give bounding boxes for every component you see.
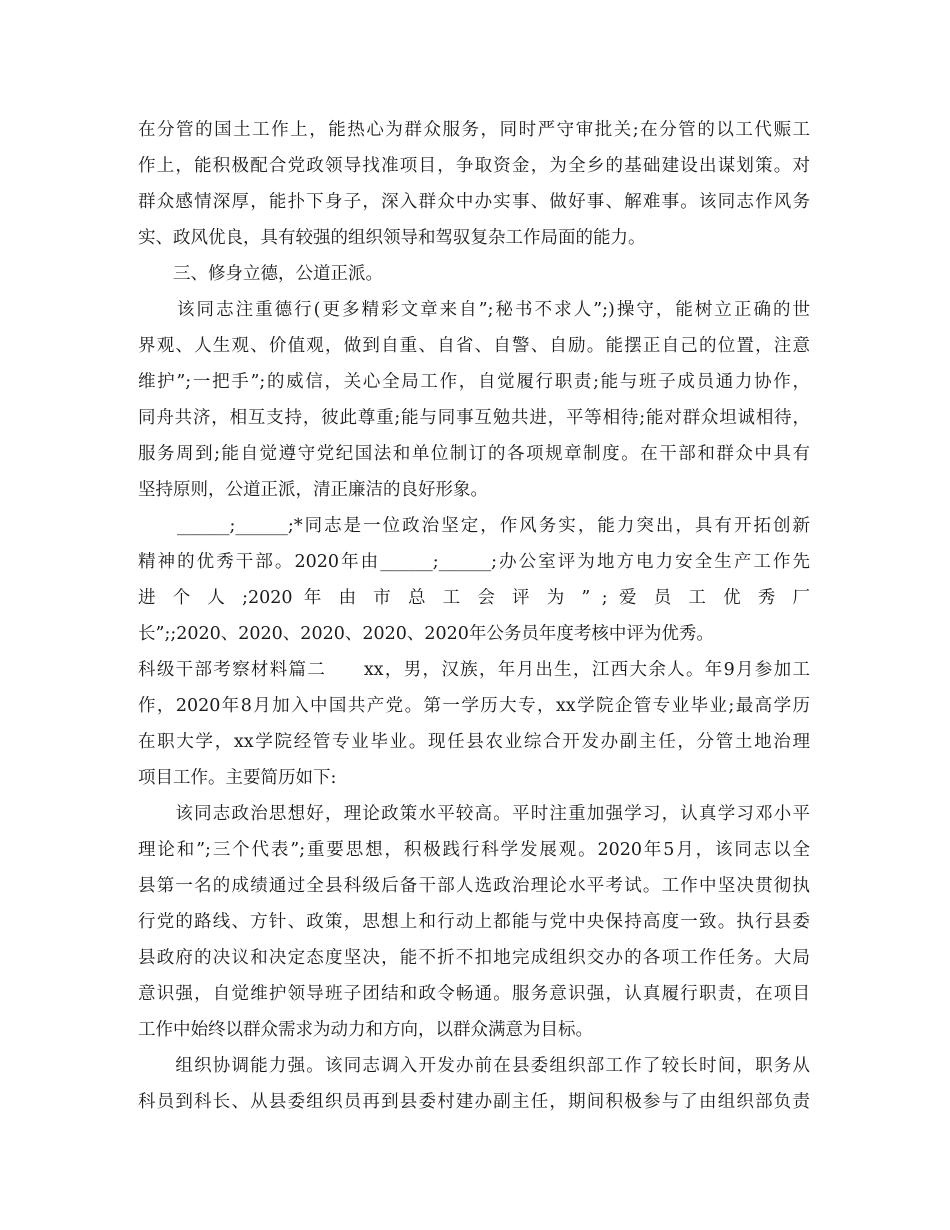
text-line: 科级干部考察材料篇二 xx，男，汉族，年月出生，江西大余人。年9月参加工 xyxy=(138,660,810,680)
text-line: 县第一名的成绩通过全县科级后备干部人选政治理论水平考试。工作中坚决贯彻执 xyxy=(138,876,810,896)
text-line: 理论和”;三个代表”;重要思想，积极践行科学发展观。2020年5月，该同志以全 xyxy=(138,840,810,860)
text-line: 作上，能积极配合党政领导找准项目，争取资金，为全乡的基础建设出谋划策。对 xyxy=(138,156,810,176)
text-line: 县政府的决议和决定态度坚决，能不折不扣地完成组织交办的各项工作任务。大局 xyxy=(138,948,810,968)
text-line: 科员到科长、从县委组织员再到县委村建办副主任，期间积极参与了由组织部负责 xyxy=(138,1092,810,1112)
text-line: 意识强，自觉维护领导班子团结和政令畅通。服务意识强，认真履行职责，在项目 xyxy=(138,984,810,1004)
text-line: 长”;;2020、2020、2020、2020、2020年公务员年度考核中评为优秀。 xyxy=(138,624,714,644)
text-line: 作，2020年8月加入中国共产党。第一学历大专，xx学院企管专业毕业;最高学历 xyxy=(138,696,810,716)
text-line: 该同志注重德行(更多精彩文章来自”;秘书不求人”;)操守，能树立正确的世 xyxy=(138,300,810,320)
text-line: 坚持原则，公道正派，清正廉洁的良好形象。 xyxy=(138,480,488,500)
text-line: 维护”;一把手”;的威信，关心全局工作，自觉履行职责;能与班子成员通力协作， xyxy=(138,372,810,392)
text-line: 该同志政治思想好，理论政策水平较高。平时注重加强学习，认真学习邓小平 xyxy=(138,804,810,824)
text-line: 同舟共济，相互支持，彼此尊重;能与同事互勉共进，平等相待;能对群众坦诚相待， xyxy=(138,408,810,428)
text-line: 组织协调能力强。该同志调入开发办前在县委组织部工作了较长时间，职务从 xyxy=(138,1056,810,1076)
text-line: 工作中始终以群众需求为动力和方向，以群众满意为目标。 xyxy=(138,1020,593,1040)
text-line: 在职大学，xx学院经管专业毕业。现任县农业综合开发办副主任，分管土地治理 xyxy=(138,732,810,752)
text-line: 服务周到;能自觉遵守党纪国法和单位制订的各项规章制度。在干部和群众中具有 xyxy=(138,444,810,464)
text-line: 在分管的国土工作上，能热心为群众服务，同时严守审批关;在分管的以工代赈工 xyxy=(138,120,810,140)
text-line: 实、政风优良，具有较强的组织领导和驾驭复杂工作局面的能力。 xyxy=(138,228,646,248)
text-line: 项目工作。主要简历如下: xyxy=(138,768,337,788)
text-line: ______;______;*同志是一位政治坚定，作风务实，能力突出，具有开拓创新 xyxy=(138,516,810,536)
text-line: 群众感情深厚，能扑下身子，深入群众中办实事、做好事、解难事。该同志作风务 xyxy=(138,192,810,212)
section-heading: 三、修身立德，公道正派。 xyxy=(138,264,383,284)
text-line: 精神的优秀干部。2020年由______;______;办公室评为地方电力安全生产工作先 xyxy=(138,552,810,572)
text-line: 界观、人生观、价值观，做到自重、自省、自警、自励。能摆正自己的位置，注意 xyxy=(138,336,810,356)
text-line: 行党的路线、方针、政策，思想上和行动上都能与党中央保持高度一致。执行县委 xyxy=(138,912,810,932)
text-line: 进 个 人 ;2020 年 由 市 总 工 会 评 为 ” ; 爱 员 工 优 秀 厂 xyxy=(138,588,810,608)
